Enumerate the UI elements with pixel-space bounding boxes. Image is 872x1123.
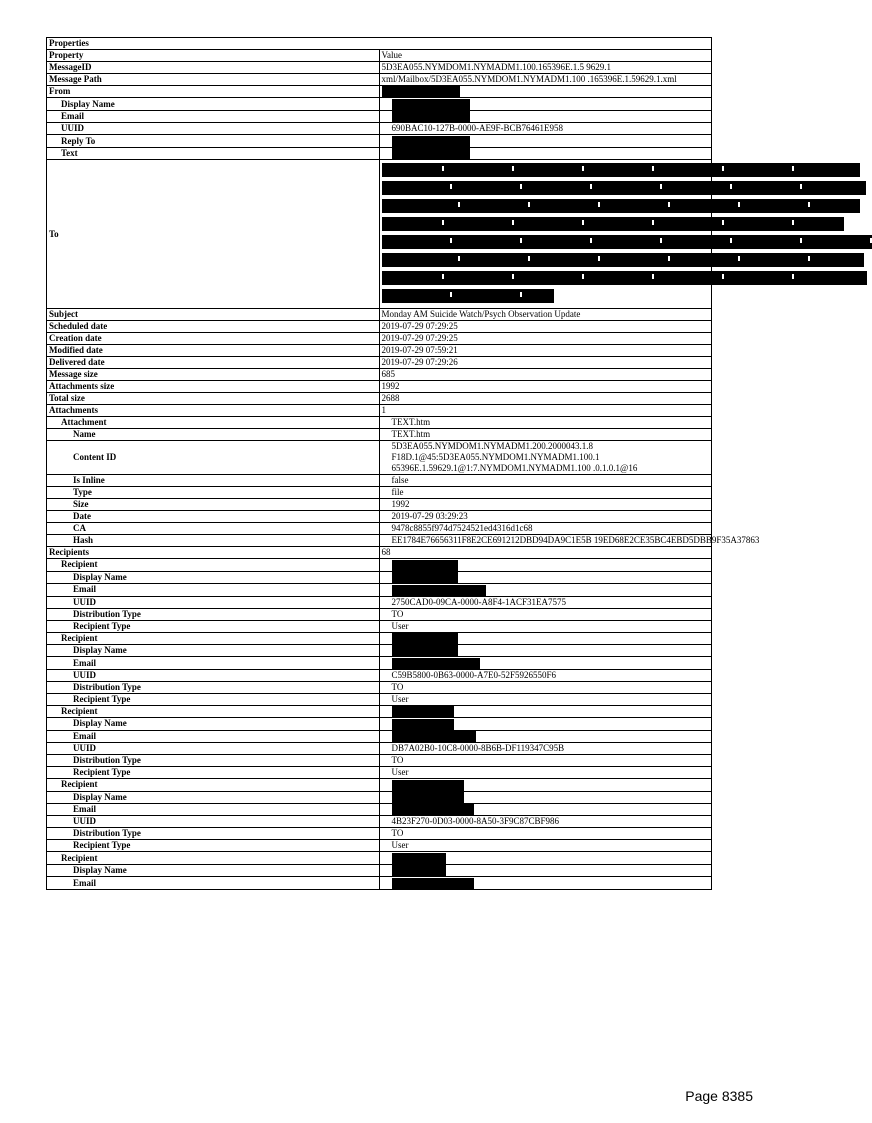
row-distribution-type (47, 681, 712, 693)
property-value: User (379, 693, 712, 705)
property-label: UUID (47, 816, 380, 828)
property-label: Attachment (47, 417, 380, 429)
redaction-box (392, 658, 480, 669)
redaction-bar (382, 181, 866, 195)
property-label: Property (47, 50, 380, 62)
property-value: false (379, 475, 712, 487)
separator-mark (512, 166, 514, 171)
row-attachments (47, 405, 712, 417)
properties-table (46, 37, 760, 890)
content-id-line: F18D.1@45:5D3EA055.NYMDOM1.NYMADM1.100.1 (391, 452, 600, 463)
redaction-box (392, 572, 458, 583)
property-value: 5D3EA055.NYMDOM1.NYMADM1.100.165396E.1.5 9629.1 (379, 62, 712, 74)
separator-mark (792, 274, 794, 279)
separator-mark (582, 220, 584, 225)
property-value (379, 730, 712, 742)
property-value: TO (379, 755, 712, 767)
separator-mark (730, 238, 732, 243)
redaction-bar (382, 199, 860, 213)
row-display-name (47, 864, 712, 876)
separator-mark (792, 166, 794, 171)
redaction-box (392, 878, 474, 889)
row-recipients (47, 547, 712, 559)
property-label: Modified date (47, 345, 380, 357)
separator-mark (582, 166, 584, 171)
separator-mark (528, 256, 530, 261)
row-email (47, 730, 712, 742)
row-uuid (47, 669, 712, 681)
row-recipient (47, 705, 712, 717)
property-value: 2019-07-29 07:29:25 (379, 333, 712, 345)
separator-mark (652, 274, 654, 279)
table-title-row (47, 38, 712, 50)
separator-mark (520, 238, 522, 243)
property-value (379, 571, 712, 583)
separator-mark (652, 166, 654, 171)
property-value (379, 86, 712, 98)
redaction-box (392, 853, 446, 864)
separator-mark (870, 238, 872, 243)
property-label: Message Path (47, 74, 380, 86)
row-messageid (47, 62, 712, 74)
content-id-line: 65396E.1.59629.1@1:7.NYMDOM1.NYMADM1.100 .0.1.0.1@16 (391, 463, 638, 474)
separator-mark (668, 202, 670, 207)
property-label: Display Name (47, 791, 380, 803)
row-property (47, 50, 712, 62)
property-label: Attachments (47, 405, 380, 417)
row-delivered-date (47, 357, 712, 369)
redaction-box (392, 804, 474, 815)
row-creation-date (47, 333, 712, 345)
row-attachments-size (47, 381, 712, 393)
property-label: UUID (47, 743, 380, 755)
property-value: 2019-07-29 07:29:26 (379, 357, 712, 369)
property-label: Recipient Type (47, 767, 380, 779)
property-value: EE1784E76656311F8E2CE691212DBD94DA9C1E5B 19ED68E2CE35BC4EBD5DBB9F35A37863 (379, 535, 712, 547)
property-value (379, 705, 712, 717)
property-label: Recipient (47, 632, 380, 644)
separator-mark (808, 256, 810, 261)
property-value: TEXT.htm (379, 429, 712, 441)
row-email (47, 877, 712, 889)
separator-mark (442, 220, 444, 225)
separator-mark (512, 220, 514, 225)
separator-mark (808, 202, 810, 207)
row-hash (47, 535, 712, 547)
row-recipient-type (47, 620, 712, 632)
property-label: Distribution Type (47, 828, 380, 840)
separator-mark (442, 274, 444, 279)
row-distribution-type (47, 755, 712, 767)
separator-mark (722, 166, 724, 171)
property-value: xml/Mailbox/5D3EA055.NYMDOM1.NYMADM1.100 .165396E.1.59629.1.xml (379, 74, 712, 86)
row-content-id (47, 441, 712, 475)
property-label: Recipient (47, 705, 380, 717)
property-label: Content ID (47, 441, 380, 475)
property-label: UUID (47, 669, 380, 681)
property-label: Recipient (47, 779, 380, 791)
row-uuid (47, 816, 712, 828)
row-display-name (47, 644, 712, 656)
row-attachment (47, 417, 712, 429)
row-uuid (47, 123, 712, 135)
property-label: Creation date (47, 333, 380, 345)
separator-mark (450, 238, 452, 243)
separator-mark (590, 238, 592, 243)
property-value (379, 804, 712, 816)
property-value (379, 632, 712, 644)
redaction-box (392, 706, 454, 717)
separator-mark (722, 220, 724, 225)
row-email (47, 804, 712, 816)
redaction-box (392, 865, 446, 876)
property-label: Display Name (47, 98, 380, 110)
row-message-size (47, 369, 712, 381)
property-value: TO (379, 608, 712, 620)
separator-mark (582, 274, 584, 279)
property-value (379, 441, 712, 475)
redaction-box (392, 99, 470, 110)
property-label: Display Name (47, 644, 380, 656)
separator-mark (520, 292, 522, 297)
separator-mark (668, 256, 670, 261)
row-to (47, 160, 712, 309)
property-value: User (379, 620, 712, 632)
property-value: 9478c8855f974d7524521ed4316d1c68 (379, 523, 712, 535)
redaction-bar (382, 271, 867, 285)
property-label: UUID (47, 123, 380, 135)
row-ca (47, 523, 712, 535)
property-label: Distribution Type (47, 681, 380, 693)
property-label: Recipients (47, 547, 380, 559)
property-value: Monday AM Suicide Watch/Psych Observation Update (379, 309, 712, 321)
property-label: Display Name (47, 571, 380, 583)
property-value: TEXT.htm (379, 417, 712, 429)
property-label: Email (47, 110, 380, 122)
redaction-box (392, 148, 470, 159)
property-label: Email (47, 877, 380, 889)
property-label: Name (47, 429, 380, 441)
redaction-box (392, 111, 470, 122)
property-value: 685 (379, 369, 712, 381)
property-value: 1992 (379, 499, 712, 511)
row-recipient-type (47, 840, 712, 852)
property-label: Text (47, 147, 380, 159)
row-recipient-type (47, 693, 712, 705)
property-value: User (379, 840, 712, 852)
property-value: 2688 (379, 393, 712, 405)
redaction-bar (382, 235, 872, 249)
property-label: Size (47, 499, 380, 511)
property-value: TO (379, 681, 712, 693)
property-label: MessageID (47, 62, 380, 74)
property-value: TO (379, 828, 712, 840)
property-value (379, 559, 712, 571)
property-value: 2019-07-29 03:29:23 (379, 511, 712, 523)
separator-mark (450, 292, 452, 297)
property-label: Attachments size (47, 381, 380, 393)
redaction-box (392, 585, 486, 596)
property-label: To (47, 160, 380, 309)
property-label: UUID (47, 596, 380, 608)
property-value: User (379, 767, 712, 779)
row-text (47, 147, 712, 159)
separator-mark (738, 202, 740, 207)
redaction-bar (382, 289, 554, 303)
row-distribution-type (47, 608, 712, 620)
row-modified-date (47, 345, 712, 357)
separator-mark (800, 238, 802, 243)
property-value (379, 864, 712, 876)
row-scheduled-date (47, 321, 712, 333)
property-value: C59B5800-0B63-0000-A7E0-52F5926550F6 (379, 669, 712, 681)
separator-mark (738, 256, 740, 261)
content-id-line: 5D3EA055.NYMDOM1.NYMADM1.200.2000043.1.8 (391, 441, 594, 452)
property-label: Type (47, 487, 380, 499)
property-value: 2750CAD0-09CA-0000-A8F4-1ACF31EA7575 (379, 596, 712, 608)
property-value (379, 135, 712, 147)
row-display-name (47, 98, 712, 110)
row-size (47, 499, 712, 511)
property-value: DB7A02B0-10C8-0000-8B6B-DF119347C95B (379, 743, 712, 755)
redaction-bar (382, 163, 860, 177)
property-value (379, 791, 712, 803)
property-value: 1992 (379, 381, 712, 393)
property-value (379, 852, 712, 864)
property-value: 2019-07-29 07:59:21 (379, 345, 712, 357)
property-label: Display Name (47, 718, 380, 730)
separator-mark (528, 202, 530, 207)
separator-mark (458, 256, 460, 261)
row-display-name (47, 571, 712, 583)
property-value (379, 644, 712, 656)
separator-mark (520, 184, 522, 189)
separator-mark (598, 256, 600, 261)
redaction-box (392, 560, 458, 571)
redaction-box (382, 86, 460, 97)
property-value: 1 (379, 405, 712, 417)
redaction-box (392, 136, 470, 147)
property-label: Recipient (47, 559, 380, 571)
row-display-name (47, 791, 712, 803)
property-label: Recipient Type (47, 840, 380, 852)
redaction-box (392, 633, 458, 644)
row-total-size (47, 393, 712, 405)
property-label: Display Name (47, 864, 380, 876)
property-label: Recipient Type (47, 620, 380, 632)
row-recipient (47, 779, 712, 791)
to-redaction-block (379, 160, 712, 309)
row-recipient (47, 559, 712, 571)
row-email (47, 110, 712, 122)
property-label: Reply To (47, 135, 380, 147)
redaction-box (392, 731, 476, 742)
separator-mark (458, 202, 460, 207)
property-label: From (47, 86, 380, 98)
row-name (47, 429, 712, 441)
row-subject (47, 309, 712, 321)
page-number: Page 8385 (685, 1088, 753, 1104)
row-display-name (47, 718, 712, 730)
separator-mark (800, 184, 802, 189)
row-from (47, 86, 712, 98)
redaction-box (392, 645, 458, 656)
row-distribution-type (47, 828, 712, 840)
row-email (47, 657, 712, 669)
property-value (379, 718, 712, 730)
property-value: file (379, 487, 712, 499)
property-value (379, 779, 712, 791)
row-reply-to (47, 135, 712, 147)
row-message-path (47, 74, 712, 86)
property-label: Email (47, 584, 380, 596)
redaction-bar (382, 217, 844, 231)
separator-mark (442, 166, 444, 171)
property-label: Email (47, 730, 380, 742)
property-label: Message size (47, 369, 380, 381)
separator-mark (792, 220, 794, 225)
redaction-box (392, 780, 464, 791)
property-label: Is Inline (47, 475, 380, 487)
row-uuid (47, 743, 712, 755)
separator-mark (590, 184, 592, 189)
property-label: CA (47, 523, 380, 535)
property-label: Distribution Type (47, 755, 380, 767)
separator-mark (652, 220, 654, 225)
row-is-inline (47, 475, 712, 487)
row-email (47, 584, 712, 596)
property-label: Delivered date (47, 357, 380, 369)
table-title: Properties (47, 38, 712, 50)
property-value (379, 98, 712, 110)
property-label: Email (47, 657, 380, 669)
property-label: Total size (47, 393, 380, 405)
separator-mark (512, 274, 514, 279)
property-value: 690BAC10-127B-0000-AE9F-BCB76461E958 (379, 123, 712, 135)
property-label: Hash (47, 535, 380, 547)
row-recipient-type (47, 767, 712, 779)
redaction-box (392, 719, 454, 730)
property-label: Subject (47, 309, 380, 321)
redaction-box (392, 792, 464, 803)
separator-mark (660, 184, 662, 189)
property-value (379, 110, 712, 122)
property-label: Date (47, 511, 380, 523)
property-label: Distribution Type (47, 608, 380, 620)
property-value (379, 584, 712, 596)
property-value (379, 147, 712, 159)
property-label: Recipient Type (47, 693, 380, 705)
separator-mark (660, 238, 662, 243)
property-value: 2019-07-29 07:29:25 (379, 321, 712, 333)
property-value (379, 877, 712, 889)
row-uuid (47, 596, 712, 608)
property-value (379, 657, 712, 669)
property-value: 68 (379, 547, 712, 559)
properties-sheet (46, 37, 760, 890)
property-label: Scheduled date (47, 321, 380, 333)
property-value: 4B23F270-0D03-0000-8A50-3F9C87CBF986 (379, 816, 712, 828)
property-label: Email (47, 804, 380, 816)
row-date (47, 511, 712, 523)
separator-mark (730, 184, 732, 189)
redaction-bar (382, 253, 864, 267)
separator-mark (450, 184, 452, 189)
separator-mark (722, 274, 724, 279)
property-value: Value (379, 50, 712, 62)
row-type (47, 487, 712, 499)
row-recipient (47, 852, 712, 864)
row-recipient (47, 632, 712, 644)
separator-mark (598, 202, 600, 207)
property-label: Recipient (47, 852, 380, 864)
